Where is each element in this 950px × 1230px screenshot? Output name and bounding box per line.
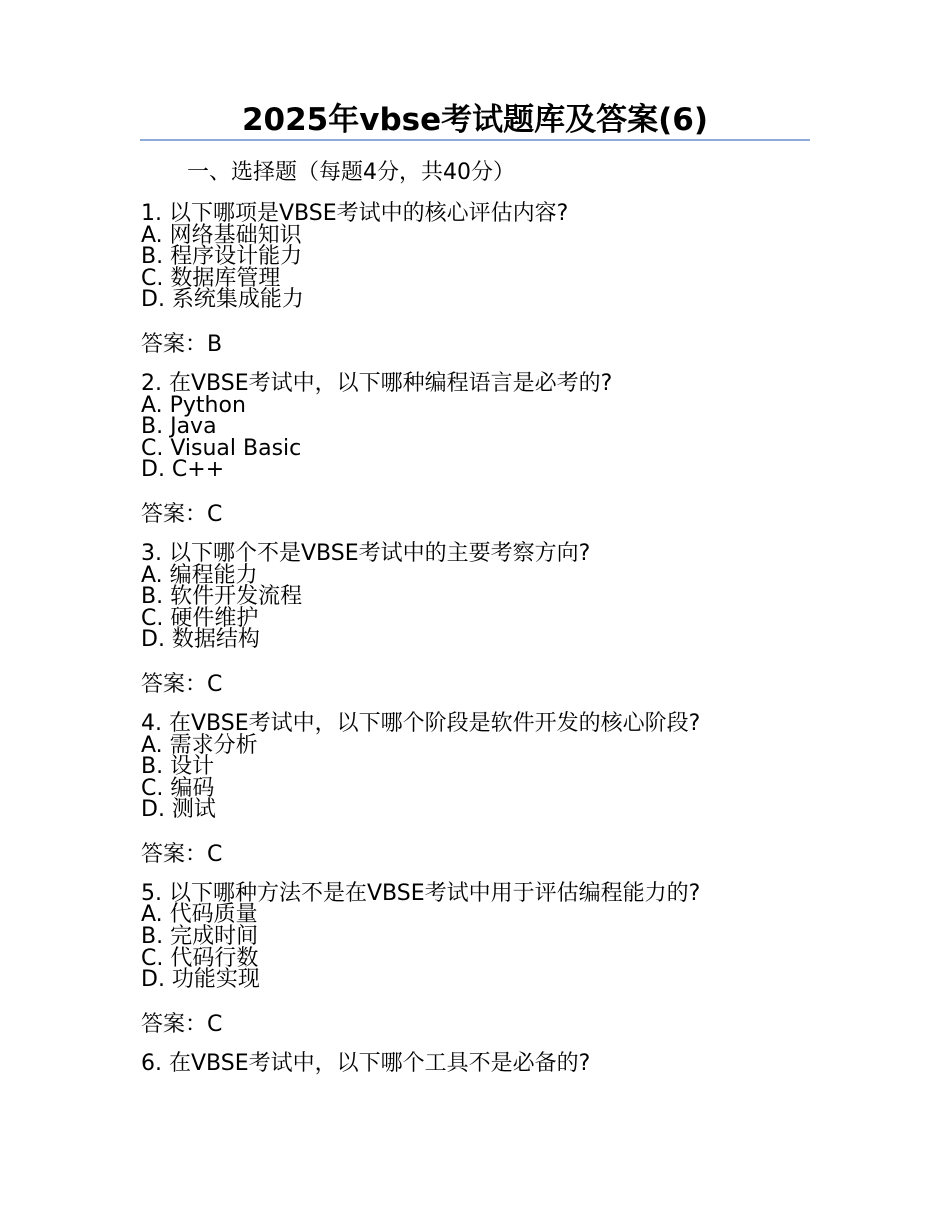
option-b: B. Java: [141, 414, 217, 440]
question-list: [141, 203, 841, 1088]
answer-text: 答案：C: [141, 1011, 223, 1037]
option-c: C. Visual Basic: [141, 435, 302, 461]
title-underline: [140, 139, 810, 141]
question-stem: 4. 在VBSE考试中，以下哪个阶段是软件开发的核心阶段?: [141, 710, 701, 736]
option-a: A. 代码质量: [141, 902, 258, 928]
question-stem: 6. 在VBSE考试中，以下哪个工具不是必备的?: [141, 1050, 591, 1076]
question-1: [141, 203, 841, 359]
option-a: A. 网络基础知识: [141, 222, 302, 248]
question-3: [141, 540, 841, 699]
option-b: B. 设计: [141, 754, 215, 780]
question-2: [141, 370, 841, 529]
answer-text: 答案：C: [141, 841, 223, 867]
question-stem: 1. 以下哪项是VBSE考试中的核心评估内容?: [141, 201, 569, 226]
answer-text: 答案：C: [141, 501, 223, 527]
section-heading: 一、选择题（每题4分，共40分）: [187, 160, 515, 185]
option-c: C. 代码行数: [141, 945, 259, 971]
option-c: C. 数据库管理: [141, 265, 281, 291]
option-a: A. 需求分析: [141, 732, 258, 758]
option-b: B. 完成时间: [141, 924, 259, 950]
option-d: D. C++: [141, 457, 225, 483]
question-stem: 3. 以下哪个不是VBSE考试中的主要考察方向?: [141, 540, 591, 566]
answer-text: 答案：C: [141, 671, 223, 697]
question-stem: 5. 以下哪种方法不是在VBSE考试中用于评估编程能力的?: [141, 880, 701, 906]
option-b: B. 程序设计能力: [141, 244, 303, 270]
question-6: [141, 1050, 841, 1076]
option-d: D. 系统集成能力: [141, 287, 304, 313]
option-d: D. 数据结构: [141, 627, 260, 653]
option-c: C. 编码: [141, 775, 215, 801]
option-a: A. 编程能力: [141, 562, 258, 588]
option-c: C. 硬件维护: [141, 605, 259, 631]
option-d: D. 功能实现: [141, 967, 260, 993]
question-5: [141, 880, 841, 1039]
option-d: D. 测试: [141, 797, 216, 823]
question-4: [141, 710, 841, 869]
option-a: A. Python: [141, 392, 246, 418]
question-stem: 2. 在VBSE考试中，以下哪种编程语言是必考的?: [141, 370, 613, 396]
document-title: 2025年vbse考试题库及答案(6): [241, 102, 709, 138]
option-b: B. 软件开发流程: [141, 584, 303, 610]
answer-text: 答案：B: [141, 331, 223, 357]
